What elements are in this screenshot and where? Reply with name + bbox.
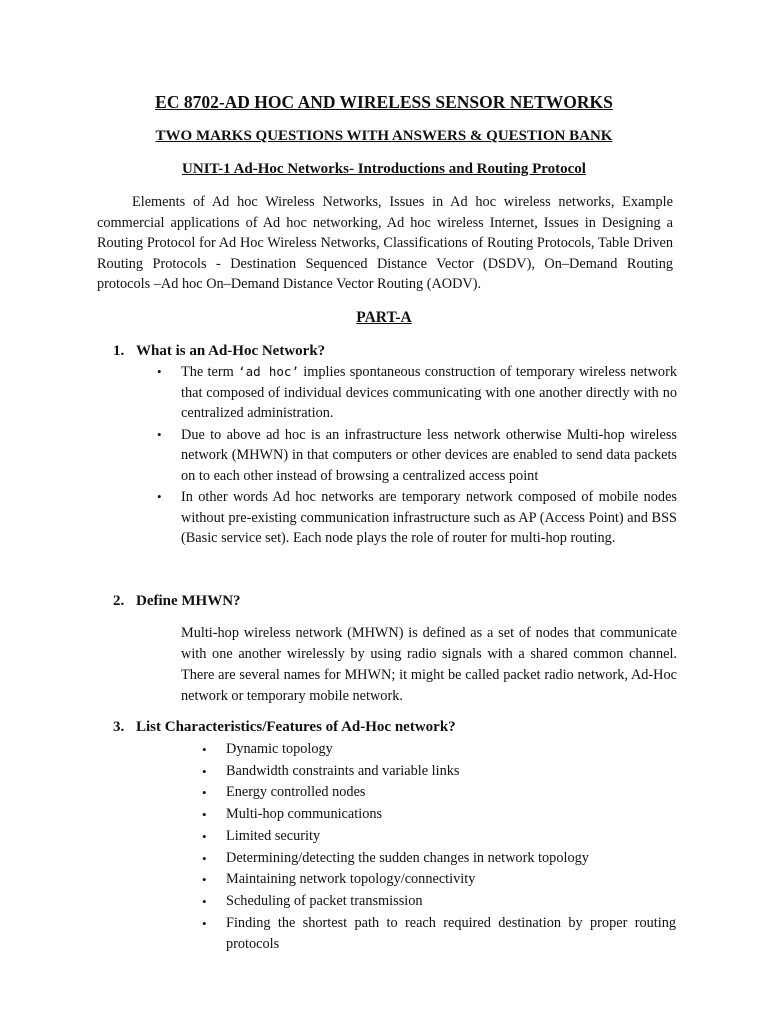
- bullet-icon: •: [157, 489, 162, 504]
- document-subtitle: TWO MARKS QUESTIONS WITH ANSWERS & QUESTION BANK: [155, 128, 613, 144]
- question-number: 1.: [113, 343, 125, 359]
- bullet-icon: •: [157, 364, 162, 379]
- question-1-answer-list: [157, 362, 677, 550]
- list-item: • Finding the shortest path to reach required destination by proper routing protocols: [202, 914, 676, 953]
- question-number: 3.: [113, 719, 125, 735]
- list-item: • The term ‘ad hoc’ implies spontaneous construction of temporary wireless network that composed of individual devices communicating with one another directly with no centralized administration.: [157, 364, 677, 421]
- part-heading: PART-A: [356, 309, 412, 326]
- bullet-icon: •: [202, 828, 207, 844]
- unit-heading: UNIT-1 Ad-Hoc Networks- Introductions and Routing Protocol: [182, 161, 586, 177]
- list-item: • Maintaining network topology/connectivity: [226, 869, 676, 891]
- term-ad-hoc: ‘ad hoc’: [238, 364, 299, 379]
- bullet-icon: •: [202, 850, 207, 866]
- question-text: What is an Ad-Hoc Network?: [136, 343, 326, 359]
- list-item: • In other words Ad hoc networks are temporary network composed of mobile nodes without pre-existing communication infrastructure such as AP (Access Point) and BSS (Basic service set). Each node plays the role of router for multi-hop routing.: [157, 489, 677, 546]
- bullet-icon: •: [202, 893, 207, 909]
- bullet-icon: •: [202, 872, 207, 888]
- bullet-icon: •: [202, 763, 207, 779]
- question-text: List Characteristics/Features of Ad-Hoc network?: [136, 719, 456, 735]
- unit-syllabus-paragraph: Elements of Ad hoc Wireless Networks, Issues in Ad hoc wireless networks, Example commercial applications of Ad hoc networking, Ad hoc wireless Internet, Issues in Designing a Routing Protocol for Ad Hoc Wireless Networks, Classifications of Routing Protocols, Table Driven Routing Protocols - Destination Sequenced Distance Vector (DSDV), On–Demand Routing protocols –Ad hoc On–Demand Distance Vector Routing (AODV).: [97, 194, 673, 292]
- question-2-answer: Multi-hop wireless network (MHWN) is defined as a set of nodes that communicate with one another wirelessly by using radio signals with a shared common channel. There are several names for MHWN; it might be called packet radio network, Ad-Hoc network or temporary mobile network.: [181, 625, 677, 704]
- bullet-icon: •: [202, 742, 207, 757]
- list-item: • Multi-hop communications: [226, 804, 676, 826]
- bullet-icon: •: [202, 915, 207, 931]
- list-item: • Due to above ad hoc is an infrastructure less network otherwise Multi-hop wireless network (MHWN) in that computers or other devices are enabled to send data packets on to each other instead of browsing a centralized access point: [157, 426, 677, 484]
- list-item: • Scheduling of packet transmission: [226, 891, 676, 913]
- list-item: • Limited security: [226, 826, 676, 848]
- list-item: • Dynamic topology: [226, 739, 676, 761]
- question-number: 2.: [113, 593, 125, 609]
- question-text: Define MHWN?: [136, 593, 241, 609]
- question-2: [113, 593, 241, 610]
- bullet-icon: •: [202, 785, 207, 801]
- question-1: [113, 343, 325, 360]
- list-item: • Energy controlled nodes: [226, 782, 676, 804]
- question-3: [113, 719, 456, 736]
- bullet-icon: •: [202, 807, 207, 823]
- bullet-icon: •: [157, 426, 162, 442]
- list-item: • Bandwidth constraints and variable links: [226, 761, 676, 783]
- document-title: EC 8702-AD HOC AND WIRELESS SENSOR NETWORKS: [155, 92, 613, 112]
- question-3-answer-list: [202, 739, 676, 956]
- list-item: • Determining/detecting the sudden changes in network topology: [226, 848, 676, 870]
